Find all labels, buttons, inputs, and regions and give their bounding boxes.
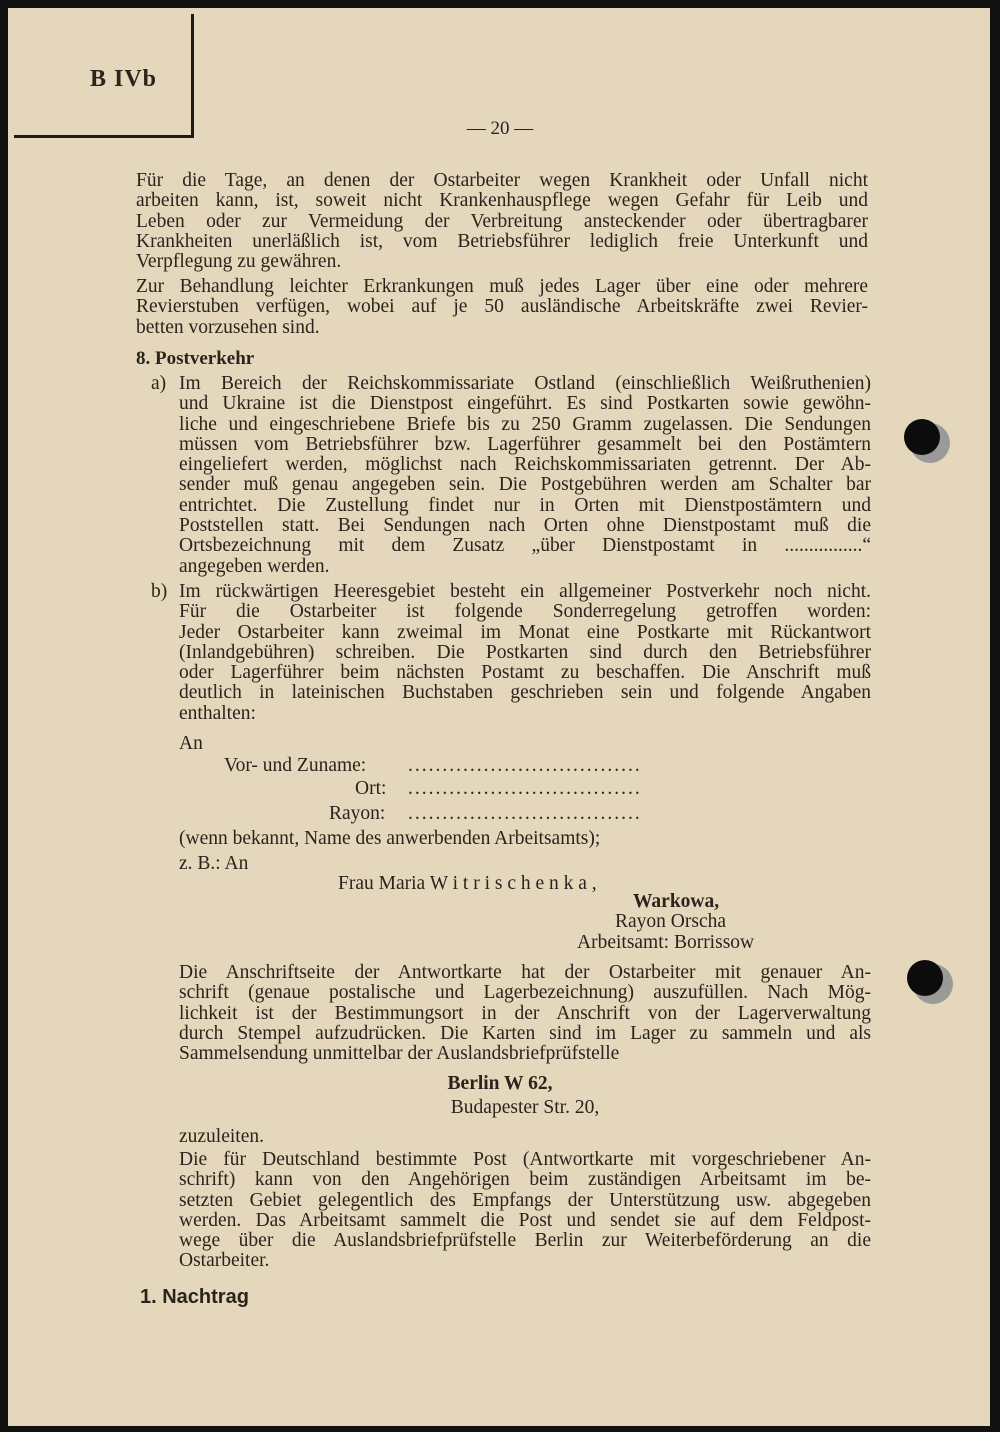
text-line: Die Anschriftseite der Antwortkarte hat der Ostarbeiter mit genauer An- xyxy=(179,962,871,983)
text-line: Leben oder zur Vermeidung der Verbreitung ansteckender oder übertragbarer xyxy=(136,210,868,232)
text-line: eingeliefert werden, möglichst nach Reichskommissariaten getrennt. Der Ab- xyxy=(179,454,871,476)
text-line: Für die Tage, an denen der Ostarbeiter wegen Krankheit oder Unfall nicht xyxy=(136,170,868,191)
text-line: Zur Behandlung leichter Erkrankungen muß jedes Lager über eine oder mehrere xyxy=(136,276,868,297)
text-line: Poststellen statt. Bei Sendungen nach Orten ohne Dienstpostamt muß die xyxy=(179,515,871,537)
text-line: durch Stempel aufzudrücken. Die Karten sind im Lager zu sammeln und als xyxy=(179,1022,871,1044)
example-intro: z. B.: An xyxy=(179,853,249,874)
text-line: enthalten: xyxy=(179,702,256,724)
text-line: wege über die Auslandsbriefprüfstelle Berlin zur Weiterbeförderung an die xyxy=(179,1230,871,1252)
footer-supplement: 1. Nachtrag xyxy=(140,1286,249,1308)
punch-hole xyxy=(904,419,940,455)
text-line: Ostarbeiter. xyxy=(179,1250,270,1272)
item-a-label: a) xyxy=(151,373,167,394)
paragraph-infirmary xyxy=(136,277,868,338)
text-line: Im rückwärtigen Heeresgebiet besteht ein allgemeiner Postverkehr noch nicht. xyxy=(179,581,871,602)
text-line: Verpflegung zu gewähren. xyxy=(136,251,342,273)
zuzuleiten: zuzuleiten. xyxy=(179,1126,264,1147)
form-note: (wenn bekannt, Name des anwerbenden Arbeitsamts); xyxy=(179,828,601,849)
text-line: betten vorzusehen sind. xyxy=(136,316,320,338)
example-office: Arbeitsamt: Borrissow xyxy=(577,932,755,953)
text-line: setzten Gebiet gelegentlich des Empfangs der Unterstützung usw. abgegeben xyxy=(179,1189,871,1211)
section-heading: 8. Postverkehr xyxy=(136,348,255,369)
form-name-dots: .................................. xyxy=(408,755,642,776)
text-line: werden. Das Arbeitsamt sammelt die Post und sendet sie auf dem Feldpost- xyxy=(179,1209,871,1231)
example-rayon: Rayon Orscha xyxy=(615,911,727,932)
text-line: (Inlandgebühren) schreiben. Die Postkarten sind durch den Betriebsführer xyxy=(179,641,871,663)
item-b-label: b) xyxy=(151,581,168,602)
text-line: lichkeit ist der Bestimmungsort in der Anschrift von der Lagerverwaltung xyxy=(179,1002,871,1024)
form-rayon-dots: .................................. xyxy=(408,803,642,824)
form-an: An xyxy=(179,733,203,754)
text-line: oder Lagerführer beim nächsten Postamt zu beschaffen. Die Anschrift muß xyxy=(179,662,871,684)
paragraph-germany-post xyxy=(179,1150,871,1272)
text-line: müssen vom Betriebsführer bzw. Lagerführer gesammelt bei den Postämtern xyxy=(179,433,871,455)
form-rayon-label: Rayon: xyxy=(329,803,386,824)
text-line: Die für Deutschland bestimmte Post (Antwortkarte mit vorgeschriebener An- xyxy=(179,1149,871,1170)
form-name-label: Vor- und Zuname: xyxy=(224,755,367,776)
text-line: Krankheiten unerläßlich ist, vom Betriebsführer lediglich freie Unterkunft und xyxy=(136,230,868,252)
text-line: Im Bereich der Reichskommissariate Ostland (einschließlich Weißruthenien) xyxy=(179,373,871,394)
text-line: angegeben werden. xyxy=(179,555,330,577)
address-city: Berlin W 62, xyxy=(447,1073,553,1094)
form-ort-label: Ort: xyxy=(355,778,387,799)
text-line: sender muß genau angegeben sein. Die Postgebühren werden am Schalter bar xyxy=(179,474,871,496)
document-code: B IVb xyxy=(90,66,158,92)
item-b-text xyxy=(179,582,871,724)
text-line: und Ukraine ist die Dienstpost eingeführt. Es sind Postkarten sowie gewöhn- xyxy=(179,393,871,415)
text-line: deutlich in lateinischen Buchstaben geschrieben sein und folgende Angaben xyxy=(179,682,871,704)
text-line: Ortsbezeichnung mit dem Zusatz „über Dienstpostamt in ................“ xyxy=(179,535,871,557)
punch-hole xyxy=(907,960,943,996)
text-line: Sammelsendung unmittelbar der Auslandsbriefprüfstelle xyxy=(179,1043,620,1065)
page-number: — 20 — xyxy=(466,118,534,139)
example-name: Frau Maria W i t r i s c h e n k a , xyxy=(338,873,597,894)
form-ort-dots: .................................. xyxy=(408,778,642,799)
text-line: liche und eingeschriebene Briefe bis zu 250 Gramm zugelassen. Die Sendungen xyxy=(179,413,871,435)
paragraph-sick-days xyxy=(136,171,868,272)
example-village: Warkowa, xyxy=(633,891,720,912)
address-street: Budapester Str. 20, xyxy=(450,1097,600,1118)
text-line: schrift (genaue postalische und Lagerbezeichnung) auszufüllen. Nach Mög- xyxy=(179,982,871,1004)
text-line: Für die Ostarbeiter ist folgende Sonderregelung getroffen worden: xyxy=(179,601,871,623)
paragraph-reply-card xyxy=(179,963,871,1064)
text-line: Jeder Ostarbeiter kann zweimal im Monat eine Postkarte mit Rückantwort xyxy=(179,621,871,643)
text-line: entrichtet. Die Zustellung findet nur in Orten mit Dienstpostämtern und xyxy=(179,494,871,516)
text-line: schrift) kann von den Angehörigen beim zuständigen Arbeitsamt im be- xyxy=(179,1169,871,1191)
item-a-text xyxy=(179,374,871,577)
text-line: arbeiten kann, ist, soweit nicht Krankenhauspflege wegen Gefahr für Leib und xyxy=(136,190,868,212)
text-line: Revierstuben verfügen, wobei auf je 50 ausländische Arbeitskräfte zwei Revier- xyxy=(136,296,868,318)
